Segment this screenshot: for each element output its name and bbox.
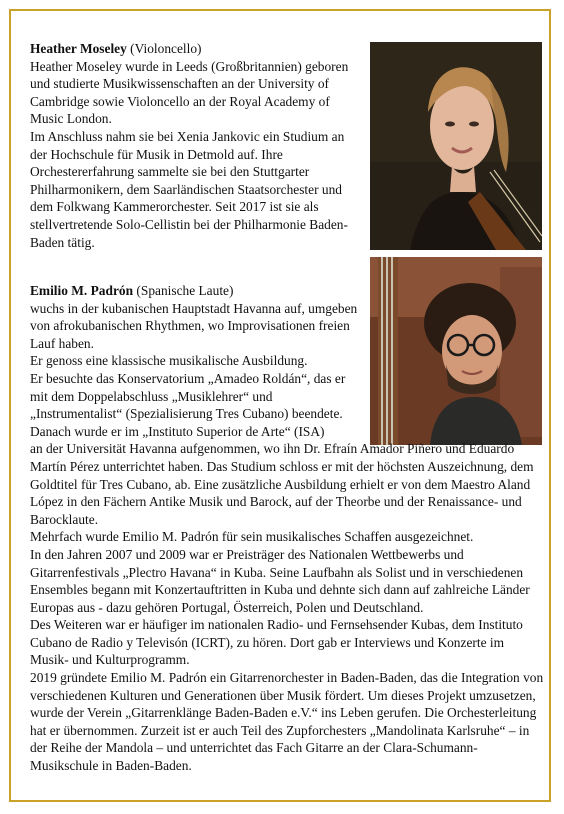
bio-emilio-padron: [30, 282, 544, 775]
bio-paragraph: Des Weiteren war er häufiger im nationalen Radio- und Fernsehsender Kubas, dem Instituto Cubano de Radio y Televisón (ICRT), zu hören. Dort gab er Interviews und Konzerte im Musik- und Kulturprogramm.: [30, 617, 523, 668]
bio-heading: [30, 40, 364, 58]
bio-narrow-column: [30, 282, 362, 440]
instrument: (Spanische Laute): [136, 283, 234, 298]
bio-paragraph: In den Jahren 2007 und 2009 war er Preisträger des Nationalen Wettbewerbs und Gitarrenfestivals „Plectro Havana“ in Kuba. Seine Laufbahn als Solist und in verschiedenen Ensembles begann mit Konzertauftritten in Kuba und dehnte sich dann auf zahlreiche Länder Europas aus - dazu gehören Portugal, Österreich, Polen und Deutschland.: [30, 546, 530, 615]
bio-heather-moseley: [30, 40, 364, 251]
bio-paragraph: Heather Moseley wurde in Leeds (Großbritannien) geboren und studierte Musikwissenschaften an der University of Cambridge sowie Violoncello an der Royal Academy of Music London.: [30, 58, 349, 127]
instrument: (Violoncello): [130, 41, 202, 56]
bio-paragraph: Er genoss eine klassische musikalische Ausbildung.: [30, 353, 308, 369]
bio-paragraph: Mehrfach wurde Emilio M. Padrón für sein musikalisches Schaffen ausgezeichnet.: [30, 529, 474, 545]
bio-paragraph: Er besuchte das Konservatorium „Amadeo Roldán“, das er mit dem Doppelabschluss „Musiklehrer“ und „Instrumentalist“ (Spezialisierung Tres Cubano) beendete.: [30, 370, 346, 422]
portrait-photo-heather-moseley: [370, 42, 542, 250]
bio-paragraph: 2019 gründete Emilio M. Padrón ein Gitarrenorchester in Baden-Baden, das die Integration von verschiedenen Kulturen und Generationen über Musik fördert. Um dieses Projekt umzusetzen, wurde der Verein „Gitarrenklänge Baden-Baden e.V.“ ins Leben gerufen. Die Orchesterleitung hat er übernommen. Zurzeit ist er auch Teil des Zupforchesters „Mandolinata Karlsruhe“ – in der Reihe der Mandola – und unterrichtet das Fach Gitarre an der Clara-Schumann-Musikschule in Baden-Baden.: [30, 670, 544, 774]
bio-paragraph: an der Universität Havanna aufgenommen, wo ihn Dr. Efraín Amador Piñero und Eduardo Martín Pérez unterrichtet haben. Das Studium schloss er mit der höchsten Auszeichnung, dem Goldtitel für Tres Cubano, ab. Eine zusätzliche Ausbildung erhielt er von dem Maestro Aland López in den Fächern Antike Musik und Barock, auf der Theorbe und der Renaissance- und Barocklaute.: [30, 441, 534, 527]
person-name: Heather Moseley: [30, 41, 127, 56]
bio-paragraph: Danach wurde er im „Instituto Superior de Arte“ (ISA): [30, 423, 325, 439]
person-name: Emilio M. Padrón: [30, 283, 134, 298]
bio-paragraph: wuchs in der kubanischen Hauptstadt Havanna auf, umgeben von afrokubanischen Rhythmen, wo Improvisationen freien Lauf haben.: [30, 300, 358, 351]
bio-paragraph: Im Anschluss nahm sie bei Xenia Jankovic ein Studium an der Hochschule für Musik in Detmold auf. Ihre Orchestererfahrung sammelte sie bei den Stuttgarter Philharmonikern, dem Saarländischen Staatsorchester und dem Folkwang Kammerorchester. Seit 2017 ist sie als stellvertretende Solo-Cellistin bei der Philharmonie Baden-Baden tätig.: [30, 128, 348, 250]
bio-heading: [30, 282, 362, 300]
